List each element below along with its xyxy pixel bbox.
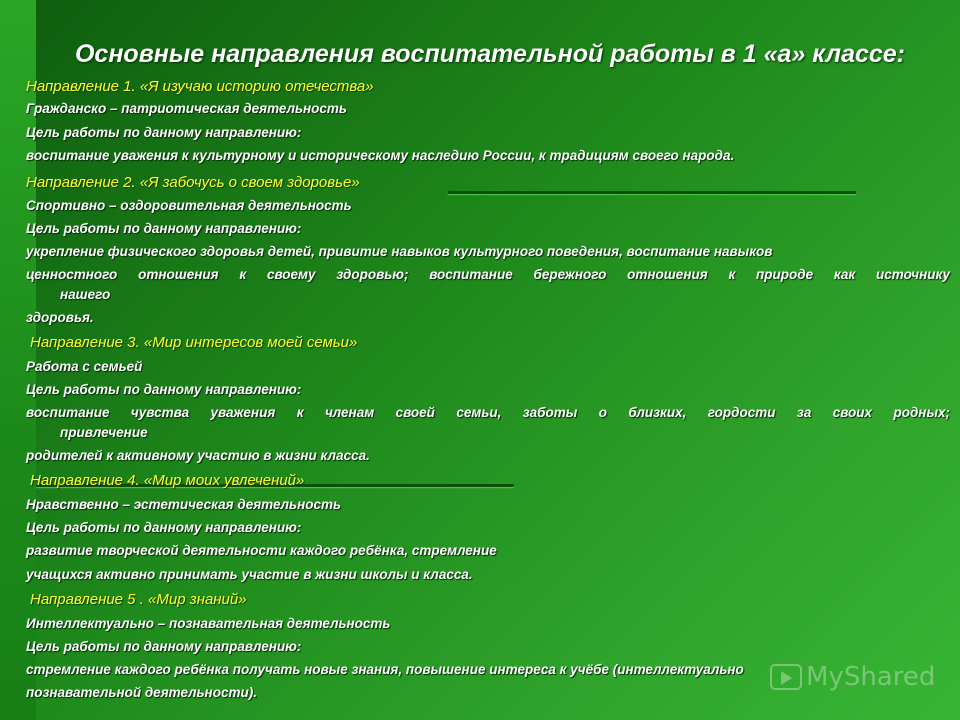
direction-2-goal-label: Цель работы по данному направлению: — [26, 221, 302, 236]
direction-2-heading: Направление 2. «Я забочусь о своем здоровье» — [26, 174, 360, 191]
direction-2-activity: Спортивно – оздоровительная деятельность — [26, 198, 352, 213]
direction-5-goal-line: познавательной деятельности). — [26, 685, 257, 700]
direction-2-goal-line: ценностного отношения к своему здоровью; воспитание бережного отношения к природе как источнику — [26, 267, 950, 282]
direction-1-goal-line: воспитание уважения к культурному и историческому наследию России, к традициям своего народа. — [26, 148, 735, 163]
direction-3-goal-label: Цель работы по данному направлению: — [26, 382, 302, 397]
slide-title: Основные направления воспитательной работы в 1 «а» классе: — [74, 40, 906, 68]
direction-2-goal-line: укрепление физического здоровья детей, привитие навыков культурного поведения, воспитание навыков — [26, 244, 773, 259]
direction-3-heading: Направление 3. «Мир интересов моей семьи» — [30, 334, 358, 351]
direction-2-goal-line: нашего — [60, 287, 111, 302]
direction-4-heading: Направление 4. «Мир моих увлечений» — [30, 472, 305, 489]
direction-1-heading: Направление 1. «Я изучаю историю отечества» — [26, 78, 374, 95]
direction-5-heading: Направление 5 . «Мир знаний» — [30, 591, 247, 608]
divider-rule — [448, 191, 856, 194]
direction-4-activity: Нравственно – эстетическая деятельность — [26, 497, 341, 512]
direction-5-goal-line: стремление каждого ребёнка получать новые знания, повышение интереса к учёбе (интеллектуально — [26, 662, 744, 677]
direction-1-goal-label: Цель работы по данному направлению: — [26, 125, 302, 140]
direction-3-goal-line: воспитание чувства уважения к членам своей семьи, заботы о близких, гордости за своих родных; — [26, 405, 950, 420]
watermark-logo — [770, 662, 935, 692]
direction-4-goal-line: развитие творческой деятельности каждого ребёнка, стремление — [26, 543, 497, 558]
direction-4-goal-label: Цель работы по данному направлению: — [26, 520, 302, 535]
direction-3-activity: Работа с семьей — [26, 359, 143, 374]
direction-4-goal-line: учащихся активно принимать участие в жизни школы и класса. — [26, 567, 473, 582]
direction-2-goal-line: здоровья. — [26, 310, 94, 325]
direction-3-goal-line: привлечение — [60, 425, 148, 440]
direction-5-goal-label: Цель работы по данному направлению: — [26, 639, 302, 654]
watermark-text: MyShared — [806, 662, 936, 692]
play-icon — [770, 664, 802, 690]
direction-5-activity: Интеллектуально – познавательная деятельность — [26, 616, 391, 631]
direction-3-goal-line: родителей к активному участию в жизни класса. — [26, 448, 370, 463]
direction-1-activity: Гражданско – патриотическая деятельность — [26, 101, 347, 116]
